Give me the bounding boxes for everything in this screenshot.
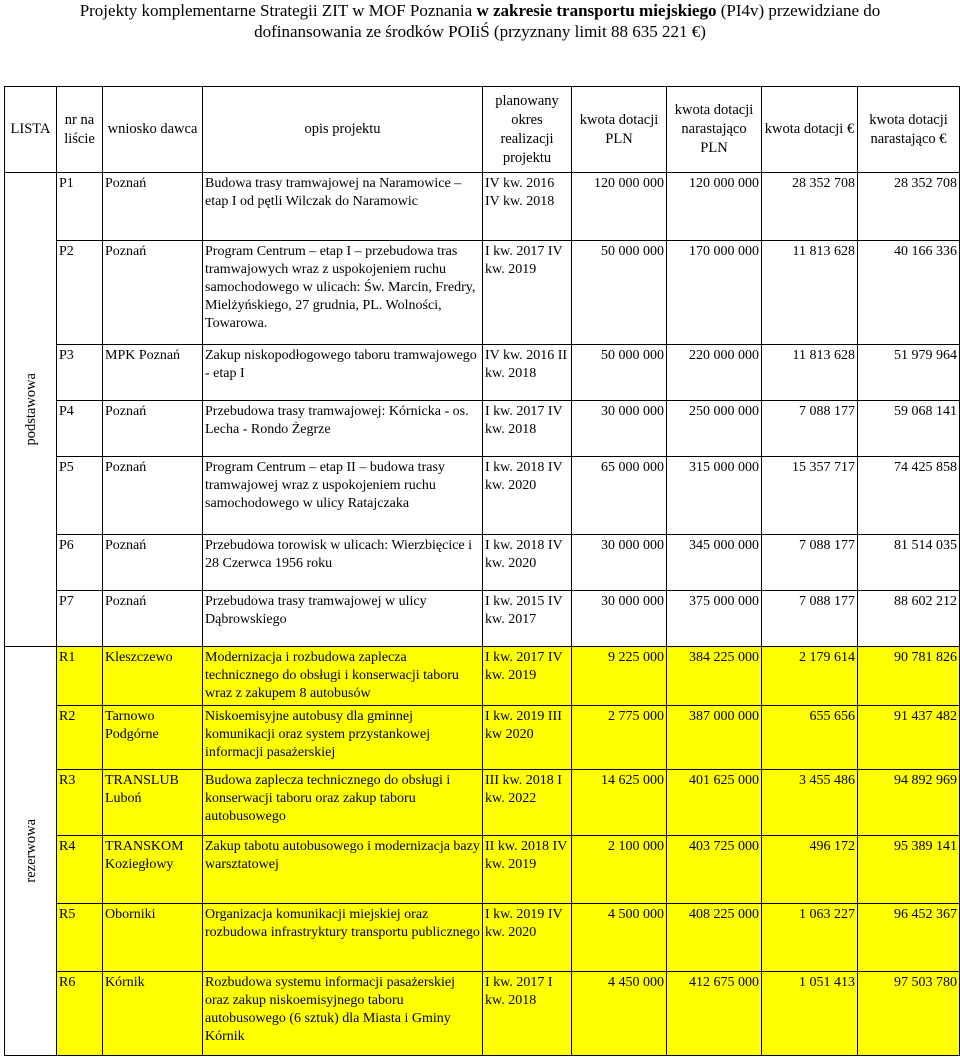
cell-opis: Rozbudowa systemu informacji pasażerskiej oraz zakup niskoemisyjnego taboru autobusowego (6 sztuk) dla Miasta i Gminy Kórnik [203,972,483,1056]
cell-nr: P1 [57,173,103,241]
header-narastajaco-pln: kwota dotacji narastająco PLN [667,87,762,173]
cell-nr: R5 [57,904,103,972]
cell-nr: P6 [57,535,103,591]
cell-pln: 4 500 000 [572,904,667,972]
table-row [5,836,960,904]
cell-eur: 7 088 177 [762,535,858,591]
cell-pln: 30 000 000 [572,401,667,457]
cell-nr: R3 [57,770,103,836]
table-row [5,401,960,457]
cell-dawca: Poznań [103,457,203,535]
cell-pln-nar: 170 000 000 [667,241,762,345]
cell-eur: 655 656 [762,706,858,770]
cell-eur-nar: 74 425 858 [858,457,960,535]
cell-pln-nar: 315 000 000 [667,457,762,535]
cell-opis: Niskoemisyjne autobusy dla gminnej komunikacji oraz system przystankowej informacji pasażerskiej [203,706,483,770]
cell-okres: I kw. 2017 IV kw. 2019 [483,647,572,706]
cell-pln: 2 775 000 [572,706,667,770]
cell-okres: I kw. 2018 IV kw. 2020 [483,457,572,535]
header-lista: LISTA [5,87,57,173]
title-line-2: dofinansowania ze środków POIiŚ (przyznany limit 88 635 221 €) [254,22,706,41]
cell-pln: 65 000 000 [572,457,667,535]
cell-pln-nar: 412 675 000 [667,972,762,1056]
cell-pln-nar: 387 000 000 [667,706,762,770]
group-podstawowa [5,173,57,647]
cell-pln: 30 000 000 [572,535,667,591]
cell-nr: R1 [57,647,103,706]
cell-nr: R6 [57,972,103,1056]
cell-opis: Modernizacja i rozbudowa zaplecza technicznego do obsługi i konserwacji taboru wraz z zakupem 8 autobusów [203,647,483,706]
table-row [5,647,960,706]
cell-okres: I kw. 2019 IV kw. 2020 [483,904,572,972]
cell-opis: Zakup niskopodłogowego taboru tramwajowego - etap I [203,345,483,401]
table-row [5,345,960,401]
cell-dawca: Poznań [103,241,203,345]
title-line-1 [0,0,960,21]
group-label-podstawowa: podstawowa [22,373,39,446]
cell-nr: P3 [57,345,103,401]
cell-opis: Przebudowa trasy tramwajowej w ulicy Dąbrowskiego [203,591,483,647]
cell-opis: Organizacja komunikacji miejskiej oraz rozbudowa infrastryktury transportu publicznego [203,904,483,972]
cell-dawca: Poznań [103,591,203,647]
cell-eur: 15 357 717 [762,457,858,535]
cell-dawca: Poznań [103,535,203,591]
cell-eur-nar: 91 437 482 [858,706,960,770]
cell-pln-nar: 384 225 000 [667,647,762,706]
cell-eur-nar: 90 781 826 [858,647,960,706]
cell-dawca: Poznań [103,173,203,241]
cell-eur-nar: 94 892 969 [858,770,960,836]
table-row [5,457,960,535]
table-row [5,706,960,770]
projects-table [4,86,960,1056]
cell-okres: III kw. 2018 I kw. 2022 [483,770,572,836]
cell-eur: 1 063 227 [762,904,858,972]
cell-nr: P4 [57,401,103,457]
cell-pln: 2 100 000 [572,836,667,904]
cell-opis: Program Centrum – etap II – budowa trasy tramwajowej wraz z uspokojeniem ruchu samochodowego w ulicy Ratajczaka [203,457,483,535]
cell-eur: 11 813 628 [762,345,858,401]
cell-dawca: Kórnik [103,972,203,1056]
cell-opis: Program Centrum – etap I – przebudowa tras tramwajowych wraz z uspokojeniem ruchu samochodowego w ulicach: Św. Marcin, Fredry, Mielżyńskiego, 27 grudnia, PL. Wolności, Towarowa. [203,241,483,345]
header-narastajaco-eur: kwota dotacji narastająco € [858,87,960,173]
cell-okres: I kw. 2015 IV kw. 2017 [483,591,572,647]
cell-eur: 1 051 413 [762,972,858,1056]
cell-dawca: Oborniki [103,904,203,972]
cell-dawca: TRANSLUB Luboń [103,770,203,836]
cell-eur: 496 172 [762,836,858,904]
table-row [5,241,960,345]
cell-okres: I kw. 2017 IV kw. 2019 [483,241,572,345]
table-row [5,904,960,972]
cell-dawca: Tarnowo Podgórne [103,706,203,770]
cell-pln-nar: 345 000 000 [667,535,762,591]
cell-okres: IV kw. 2016 II kw. 2018 [483,345,572,401]
title-part-2: (PI4v) przewidziane do [716,1,881,20]
header-kwota-pln: kwota dotacji PLN [572,87,667,173]
cell-okres: I kw. 2017 I kw. 2018 [483,972,572,1056]
cell-dawca: Kleszczewo [103,647,203,706]
cell-opis: Budowa trasy tramwajowej na Naramowice – etap I od pętli Wilczak do Naramowic [203,173,483,241]
page-title [0,0,960,42]
cell-pln: 50 000 000 [572,241,667,345]
header-okres: planowany okres realizacji projektu [483,87,572,173]
cell-pln: 4 450 000 [572,972,667,1056]
cell-eur-nar: 28 352 708 [858,173,960,241]
cell-okres: I kw. 2017 IV kw. 2018 [483,401,572,457]
table-row [5,972,960,1056]
cell-eur-nar: 96 452 367 [858,904,960,972]
cell-opis: Przebudowa torowisk w ulicach: Wierzbięcice i 28 Czerwca 1956 roku [203,535,483,591]
cell-eur: 3 455 486 [762,770,858,836]
cell-opis: Budowa zaplecza technicznego do obsługi i konserwacji taboru oraz zakup taboru autobusowego [203,770,483,836]
cell-eur: 7 088 177 [762,401,858,457]
group-label-rezerwowa: rezerwowa [22,819,39,883]
cell-eur-nar: 97 503 780 [858,972,960,1056]
cell-eur-nar: 95 389 141 [858,836,960,904]
cell-nr: P2 [57,241,103,345]
cell-eur: 7 088 177 [762,591,858,647]
cell-okres: I kw. 2018 IV kw. 2020 [483,535,572,591]
cell-okres: IV kw. 2016 IV kw. 2018 [483,173,572,241]
cell-nr: P5 [57,457,103,535]
table-row [5,535,960,591]
cell-pln-nar: 120 000 000 [667,173,762,241]
cell-pln: 120 000 000 [572,173,667,241]
cell-okres: I kw. 2019 III kw 2020 [483,706,572,770]
cell-eur: 2 179 614 [762,647,858,706]
title-bold: w zakresie transportu miejskiego [476,1,717,20]
cell-pln-nar: 250 000 000 [667,401,762,457]
header-nr: nr na liście [57,87,103,173]
cell-eur: 28 352 708 [762,173,858,241]
cell-pln: 50 000 000 [572,345,667,401]
cell-pln-nar: 403 725 000 [667,836,762,904]
cell-pln-nar: 401 625 000 [667,770,762,836]
cell-eur-nar: 81 514 035 [858,535,960,591]
cell-eur-nar: 51 979 964 [858,345,960,401]
header-opis: opis projektu [203,87,483,173]
cell-opis: Przebudowa trasy tramwajowej: Kórnicka - os. Lecha - Rondo Żegrze [203,401,483,457]
cell-pln: 14 625 000 [572,770,667,836]
cell-eur-nar: 88 602 212 [858,591,960,647]
table-row [5,770,960,836]
group-rezerwowa [5,647,57,1056]
cell-opis: Zakup tabotu autobusowego i modernizacja bazy warsztatowej [203,836,483,904]
cell-nr: R4 [57,836,103,904]
cell-pln-nar: 220 000 000 [667,345,762,401]
table-row [5,591,960,647]
cell-nr: P7 [57,591,103,647]
cell-pln: 30 000 000 [572,591,667,647]
cell-eur: 11 813 628 [762,241,858,345]
header-wnioskodawca: wniosko dawca [103,87,203,173]
title-part-1: Projekty komplementarne Strategii ZIT w MOF Poznania [79,1,477,20]
cell-dawca: TRANSKOM Koziegłowy [103,836,203,904]
cell-nr: R2 [57,706,103,770]
cell-dawca: MPK Poznań [103,345,203,401]
cell-pln: 9 225 000 [572,647,667,706]
cell-pln-nar: 408 225 000 [667,904,762,972]
cell-dawca: Poznań [103,401,203,457]
cell-okres: II kw. 2018 IV kw. 2019 [483,836,572,904]
cell-eur-nar: 40 166 336 [858,241,960,345]
header-kwota-eur: kwota dotacji € [762,87,858,173]
header-row [5,87,960,173]
table-row [5,173,960,241]
cell-eur-nar: 59 068 141 [858,401,960,457]
cell-pln-nar: 375 000 000 [667,591,762,647]
